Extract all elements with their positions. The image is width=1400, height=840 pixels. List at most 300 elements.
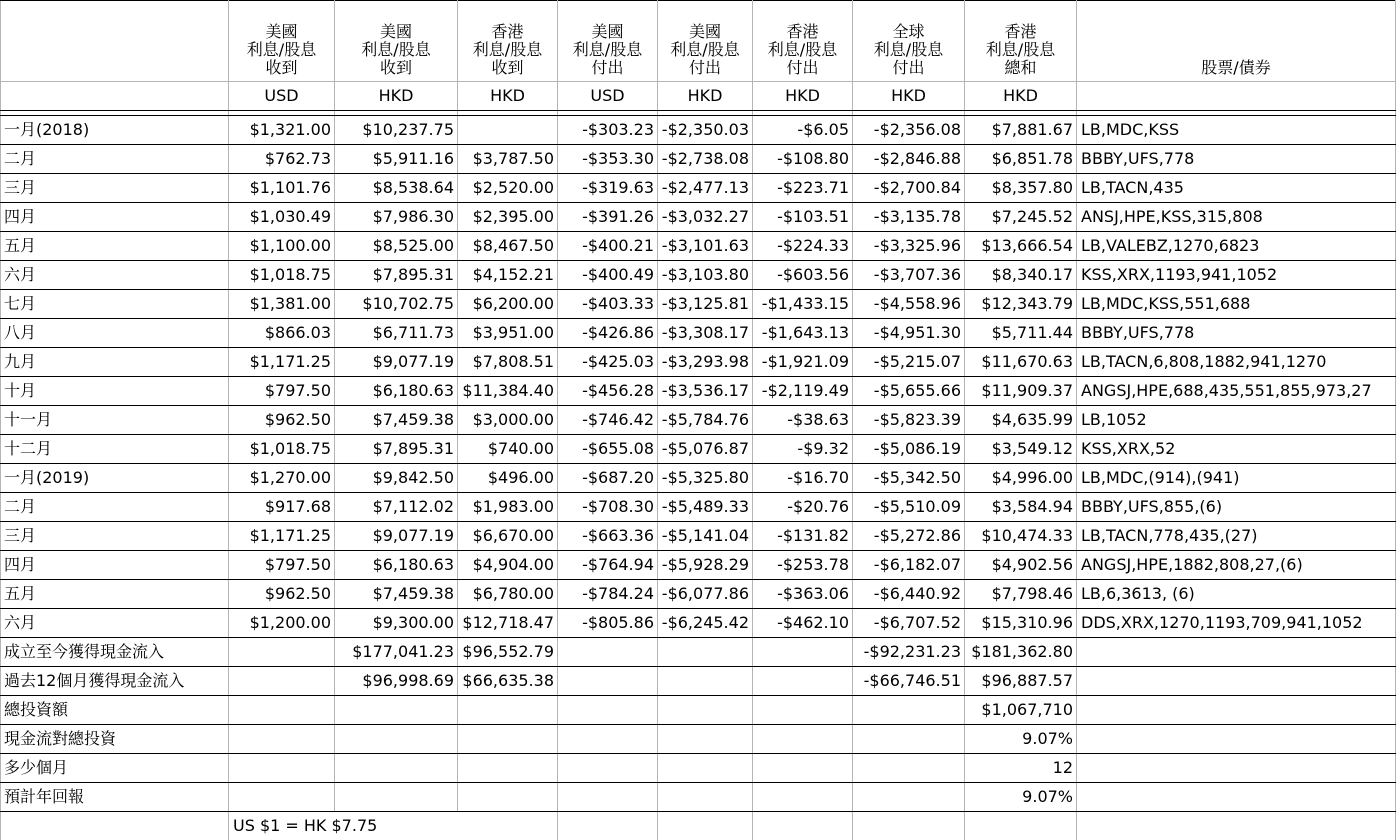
value-cell[interactable]: -$103.51 — [753, 203, 853, 232]
column-header-line: 美國 — [338, 23, 454, 41]
stocks-cell[interactable]: ANSJ,HPE,KSS,315,808 — [1077, 203, 1396, 232]
table-row — [1, 319, 1396, 348]
value-cell[interactable]: -$1,921.09 — [753, 348, 853, 377]
value-cell[interactable]: $8,357.80 — [965, 174, 1077, 203]
column-header[interactable] — [229, 1, 335, 82]
value-cell[interactable]: $5,911.16 — [335, 145, 458, 174]
summary-value[interactable] — [753, 638, 853, 667]
summary-value[interactable] — [753, 725, 853, 754]
value-cell[interactable]: $917.68 — [229, 493, 335, 522]
column-header-line: 利息/股息 — [338, 41, 454, 59]
column-header-line: 利息/股息 — [756, 41, 849, 59]
column-header-line: 利息/股息 — [561, 41, 654, 59]
currency-cell-blank[interactable] — [1, 82, 229, 111]
value-cell[interactable]: -$3,536.17 — [658, 377, 753, 406]
value-cell[interactable]: $1,171.25 — [229, 522, 335, 551]
summary-value[interactable] — [229, 667, 335, 696]
column-header[interactable] — [965, 1, 1077, 82]
value-cell[interactable]: -$4,951.30 — [853, 319, 965, 348]
value-cell[interactable]: $1,018.75 — [229, 435, 335, 464]
value-cell[interactable]: -$2,846.88 — [853, 145, 965, 174]
value-cell[interactable]: -$5,342.50 — [853, 464, 965, 493]
summary-value[interactable] — [335, 754, 458, 783]
value-cell[interactable]: -$764.94 — [558, 551, 658, 580]
value-cell[interactable]: -$663.36 — [558, 522, 658, 551]
summary-value[interactable] — [658, 638, 753, 667]
value-cell[interactable]: $8,467.50 — [458, 232, 558, 261]
value-cell[interactable]: $8,538.64 — [335, 174, 458, 203]
month-cell[interactable]: 二月 — [1, 493, 229, 522]
table-body — [1, 111, 1396, 840]
value-cell[interactable]: -$5,928.29 — [658, 551, 753, 580]
column-header-line: 美國 — [661, 23, 749, 41]
summary-value[interactable] — [558, 696, 658, 725]
stocks-cell[interactable]: KSS,XRX,1193,941,1052 — [1077, 261, 1396, 290]
column-header-line: 付出 — [561, 59, 654, 77]
value-cell[interactable]: -$6,707.52 — [853, 609, 965, 638]
summary-value[interactable] — [458, 754, 558, 783]
summary-value[interactable] — [229, 696, 335, 725]
table-row — [1, 551, 1396, 580]
summary-value[interactable] — [558, 783, 658, 812]
value-cell[interactable]: -$746.42 — [558, 406, 658, 435]
value-cell[interactable]: $10,474.33 — [965, 522, 1077, 551]
currency-label[interactable]: USD — [229, 82, 335, 111]
summary-value[interactable] — [753, 754, 853, 783]
month-cell[interactable]: 五月 — [1, 232, 229, 261]
currency-label[interactable]: HKD — [965, 82, 1077, 111]
summary-blank[interactable] — [1077, 638, 1396, 667]
value-cell[interactable]: $3,549.12 — [965, 435, 1077, 464]
value-cell[interactable]: -$3,135.78 — [853, 203, 965, 232]
value-cell[interactable]: -$5,510.09 — [853, 493, 965, 522]
value-cell[interactable]: -$400.49 — [558, 261, 658, 290]
value-cell[interactable]: $866.03 — [229, 319, 335, 348]
table-row — [1, 116, 1396, 145]
value-cell[interactable]: -$38.63 — [753, 406, 853, 435]
summary-value[interactable]: $96,552.79 — [458, 638, 558, 667]
table-row — [1, 174, 1396, 203]
value-cell[interactable]: $496.00 — [458, 464, 558, 493]
value-cell[interactable]: -$3,125.81 — [658, 290, 753, 319]
value-cell[interactable]: $762.73 — [229, 145, 335, 174]
value-cell[interactable]: $5,711.44 — [965, 319, 1077, 348]
stocks-cell[interactable]: KSS,XRX,52 — [1077, 435, 1396, 464]
summary-value[interactable] — [558, 638, 658, 667]
value-cell[interactable]: -$3,293.98 — [658, 348, 753, 377]
value-cell[interactable]: $1,381.00 — [229, 290, 335, 319]
summary-label[interactable]: 總投資額 — [1, 696, 229, 725]
month-cell[interactable]: 四月 — [1, 551, 229, 580]
month-cell[interactable]: 一月(2019) — [1, 464, 229, 493]
summary-value[interactable] — [853, 725, 965, 754]
value-cell[interactable]: $8,525.00 — [335, 232, 458, 261]
stocks-cell[interactable]: LB,MDC,KSS,551,688 — [1077, 290, 1396, 319]
currency-cell-blank[interactable] — [1077, 82, 1396, 111]
value-cell[interactable]: $11,909.37 — [965, 377, 1077, 406]
stocks-cell[interactable]: LB,MDC,(914),(941) — [1077, 464, 1396, 493]
value-cell[interactable]: $7,245.52 — [965, 203, 1077, 232]
value-cell[interactable]: -$5,489.33 — [658, 493, 753, 522]
value-cell[interactable]: $4,996.00 — [965, 464, 1077, 493]
value-cell[interactable]: -$6.05 — [753, 116, 853, 145]
stocks-cell[interactable]: LB,TACN,435 — [1077, 174, 1396, 203]
value-cell[interactable]: $962.50 — [229, 406, 335, 435]
value-cell[interactable]: -$223.71 — [753, 174, 853, 203]
summary-value[interactable]: -$66,746.51 — [853, 667, 965, 696]
value-cell[interactable]: $3,000.00 — [458, 406, 558, 435]
table-row — [1, 609, 1396, 638]
value-cell[interactable]: $1,200.00 — [229, 609, 335, 638]
value-cell[interactable]: -$363.06 — [753, 580, 853, 609]
value-cell[interactable]: $9,300.00 — [335, 609, 458, 638]
summary-value[interactable] — [753, 783, 853, 812]
month-cell[interactable]: 三月 — [1, 174, 229, 203]
value-cell[interactable]: -$655.08 — [558, 435, 658, 464]
summary-value[interactable] — [753, 667, 853, 696]
stocks-cell[interactable]: LB,1052 — [1077, 406, 1396, 435]
value-cell[interactable]: $10,702.75 — [335, 290, 458, 319]
value-cell[interactable]: $7,459.38 — [335, 406, 458, 435]
summary-value[interactable] — [335, 725, 458, 754]
value-cell[interactable]: -$303.23 — [558, 116, 658, 145]
value-cell[interactable]: -$224.33 — [753, 232, 853, 261]
value-cell[interactable]: $797.50 — [229, 551, 335, 580]
column-header-line: 全球 — [856, 23, 961, 41]
value-cell[interactable]: -$3,101.63 — [658, 232, 753, 261]
summary-value[interactable]: $66,635.38 — [458, 667, 558, 696]
value-cell[interactable]: -$456.28 — [558, 377, 658, 406]
value-cell[interactable]: $7,808.51 — [458, 348, 558, 377]
value-cell[interactable]: -$687.20 — [558, 464, 658, 493]
value-cell[interactable]: $6,180.63 — [335, 551, 458, 580]
value-cell[interactable]: -$5,655.66 — [853, 377, 965, 406]
summary-value[interactable]: 9.07% — [965, 725, 1077, 754]
summary-value[interactable] — [229, 754, 335, 783]
summary-row — [1, 667, 1396, 696]
table-row — [1, 493, 1396, 522]
summary-value[interactable] — [658, 783, 753, 812]
summary-value[interactable]: 12 — [965, 754, 1077, 783]
stocks-cell[interactable]: BBBY,UFS,855,(6) — [1077, 493, 1396, 522]
stocks-cell[interactable]: DDS,XRX,1270,1193,709,941,1052 — [1077, 609, 1396, 638]
value-cell[interactable]: $8,340.17 — [965, 261, 1077, 290]
value-cell[interactable]: -$400.21 — [558, 232, 658, 261]
value-cell[interactable]: -$6,182.07 — [853, 551, 965, 580]
summary-value[interactable] — [458, 725, 558, 754]
summary-label[interactable]: 成立至今獲得現金流入 — [1, 638, 229, 667]
value-cell[interactable]: $1,030.49 — [229, 203, 335, 232]
value-cell[interactable]: -$5,141.04 — [658, 522, 753, 551]
month-cell[interactable]: 十月 — [1, 377, 229, 406]
value-cell[interactable]: -$403.33 — [558, 290, 658, 319]
summary-label[interactable]: 現金流對總投資 — [1, 725, 229, 754]
summary-value[interactable]: -$92,231.23 — [853, 638, 965, 667]
value-cell[interactable]: -$16.70 — [753, 464, 853, 493]
column-header-line: 收到 — [338, 59, 454, 77]
month-cell[interactable]: 五月 — [1, 580, 229, 609]
value-cell[interactable] — [458, 116, 558, 145]
value-cell[interactable]: $6,851.78 — [965, 145, 1077, 174]
value-cell[interactable]: -$6,245.42 — [658, 609, 753, 638]
currency-label[interactable]: HKD — [335, 82, 458, 111]
value-cell[interactable]: $4,902.56 — [965, 551, 1077, 580]
value-cell[interactable]: -$20.76 — [753, 493, 853, 522]
value-cell[interactable]: $740.00 — [458, 435, 558, 464]
summary-value[interactable]: $96,887.57 — [965, 667, 1077, 696]
table-row — [1, 464, 1396, 493]
value-cell[interactable]: $4,635.99 — [965, 406, 1077, 435]
summary-blank[interactable] — [1077, 754, 1396, 783]
value-cell[interactable]: -$391.26 — [558, 203, 658, 232]
value-cell[interactable]: $9,842.50 — [335, 464, 458, 493]
summary-blank[interactable] — [1077, 783, 1396, 812]
value-cell[interactable]: $1,101.76 — [229, 174, 335, 203]
summary-value[interactable] — [229, 783, 335, 812]
value-cell[interactable]: $1,270.00 — [229, 464, 335, 493]
value-cell[interactable]: $4,152.21 — [458, 261, 558, 290]
column-header[interactable] — [753, 1, 853, 82]
summary-value[interactable] — [558, 667, 658, 696]
summary-value[interactable]: $177,041.23 — [335, 638, 458, 667]
column-header-line: 利息/股息 — [661, 41, 749, 59]
summary-row — [1, 638, 1396, 667]
value-cell[interactable]: $9,077.19 — [335, 522, 458, 551]
value-cell[interactable]: $6,200.00 — [458, 290, 558, 319]
month-cell[interactable]: 七月 — [1, 290, 229, 319]
summary-value[interactable] — [458, 696, 558, 725]
value-cell[interactable]: -$5,086.19 — [853, 435, 965, 464]
column-header[interactable] — [853, 1, 965, 82]
value-cell[interactable]: -$131.82 — [753, 522, 853, 551]
table-row — [1, 232, 1396, 261]
month-cell[interactable]: 一月(2018) — [1, 116, 229, 145]
table-row — [1, 406, 1396, 435]
stocks-cell[interactable]: BBBY,UFS,778 — [1077, 319, 1396, 348]
value-cell[interactable]: -$3,325.96 — [853, 232, 965, 261]
value-cell[interactable]: -$5,272.86 — [853, 522, 965, 551]
month-cell[interactable]: 二月 — [1, 145, 229, 174]
exchange-rate-note[interactable]: US $1 = HK $7.75 — [229, 812, 558, 840]
summary-value[interactable] — [229, 638, 335, 667]
value-cell[interactable]: -$425.03 — [558, 348, 658, 377]
stocks-cell[interactable]: LB,6,3613, (6) — [1077, 580, 1396, 609]
column-header-line: 利息/股息 — [461, 41, 554, 59]
table-row — [1, 435, 1396, 464]
month-cell[interactable]: 十一月 — [1, 406, 229, 435]
value-cell[interactable]: -$784.24 — [558, 580, 658, 609]
summary-value[interactable]: 9.07% — [965, 783, 1077, 812]
column-header[interactable] — [335, 1, 458, 82]
summary-value[interactable] — [658, 754, 753, 783]
table-row — [1, 145, 1396, 174]
summary-row — [1, 783, 1396, 812]
summary-value[interactable] — [335, 696, 458, 725]
value-cell[interactable]: -$3,308.17 — [658, 319, 753, 348]
summary-label[interactable]: 多少個月 — [1, 754, 229, 783]
column-header[interactable] — [458, 1, 558, 82]
summary-value[interactable]: $96,998.69 — [335, 667, 458, 696]
value-cell[interactable]: $6,180.63 — [335, 377, 458, 406]
value-cell[interactable]: -$1,433.15 — [753, 290, 853, 319]
value-cell[interactable]: -$3,032.27 — [658, 203, 753, 232]
summary-blank[interactable] — [1077, 667, 1396, 696]
table-row — [1, 348, 1396, 377]
summary-value[interactable] — [229, 725, 335, 754]
value-cell[interactable]: $1,100.00 — [229, 232, 335, 261]
summary-label[interactable]: 預計年回報 — [1, 783, 229, 812]
value-cell[interactable]: -$4,558.96 — [853, 290, 965, 319]
value-cell[interactable]: $9,077.19 — [335, 348, 458, 377]
table-row — [1, 203, 1396, 232]
value-cell[interactable]: -$5,215.07 — [853, 348, 965, 377]
value-cell[interactable]: -$5,784.76 — [658, 406, 753, 435]
value-cell[interactable]: $7,459.38 — [335, 580, 458, 609]
stocks-cell[interactable]: LB,VALEBZ,1270,6823 — [1077, 232, 1396, 261]
value-cell[interactable]: $7,881.67 — [965, 116, 1077, 145]
value-cell[interactable]: -$319.63 — [558, 174, 658, 203]
summary-value[interactable] — [853, 754, 965, 783]
column-header-line: 美國 — [232, 23, 331, 41]
summary-value[interactable] — [753, 696, 853, 725]
value-cell[interactable]: $7,986.30 — [335, 203, 458, 232]
value-cell[interactable]: -$3,707.36 — [853, 261, 965, 290]
month-cell[interactable]: 三月 — [1, 522, 229, 551]
table-row — [1, 290, 1396, 319]
stocks-cell[interactable]: BBBY,UFS,778 — [1077, 145, 1396, 174]
value-cell[interactable]: $3,787.50 — [458, 145, 558, 174]
column-header-line: 利息/股息 — [232, 41, 331, 59]
header-cell-blank[interactable] — [1, 1, 229, 82]
value-cell[interactable]: -$2,119.49 — [753, 377, 853, 406]
month-cell[interactable]: 六月 — [1, 609, 229, 638]
value-cell[interactable]: $7,895.31 — [335, 261, 458, 290]
stocks-cell[interactable]: LB,TACN,6,808,1882,941,1270 — [1077, 348, 1396, 377]
value-cell[interactable]: $1,983.00 — [458, 493, 558, 522]
value-cell[interactable]: $10,237.75 — [335, 116, 458, 145]
value-cell[interactable]: -$708.30 — [558, 493, 658, 522]
value-cell[interactable]: -$6,077.86 — [658, 580, 753, 609]
value-cell[interactable]: -$5,325.80 — [658, 464, 753, 493]
column-header-line: 香港 — [756, 23, 849, 41]
value-cell[interactable]: $4,904.00 — [458, 551, 558, 580]
summary-value[interactable] — [658, 696, 753, 725]
column-header[interactable] — [658, 1, 753, 82]
value-cell[interactable]: -$1,643.13 — [753, 319, 853, 348]
value-cell[interactable]: -$2,700.84 — [853, 174, 965, 203]
value-cell[interactable]: $12,718.47 — [458, 609, 558, 638]
month-cell[interactable]: 九月 — [1, 348, 229, 377]
column-header-line: 香港 — [968, 23, 1073, 41]
value-cell[interactable]: -$462.10 — [753, 609, 853, 638]
column-header-line: 收到 — [232, 59, 331, 77]
value-cell[interactable]: -$353.30 — [558, 145, 658, 174]
value-cell[interactable]: $2,520.00 — [458, 174, 558, 203]
summary-value[interactable] — [558, 725, 658, 754]
value-cell[interactable]: $3,951.00 — [458, 319, 558, 348]
value-cell[interactable]: -$6,440.92 — [853, 580, 965, 609]
column-header[interactable] — [558, 1, 658, 82]
value-cell[interactable]: $2,395.00 — [458, 203, 558, 232]
value-cell[interactable]: $6,711.73 — [335, 319, 458, 348]
column-header-line: 付出 — [756, 59, 849, 77]
value-cell[interactable]: $1,018.75 — [229, 261, 335, 290]
column-header-line: 利息/股息 — [856, 41, 961, 59]
summary-value[interactable] — [658, 667, 753, 696]
value-cell[interactable]: $6,780.00 — [458, 580, 558, 609]
value-cell[interactable]: $11,384.40 — [458, 377, 558, 406]
summary-value[interactable]: $1,067,710 — [965, 696, 1077, 725]
value-cell[interactable]: $11,670.63 — [965, 348, 1077, 377]
value-cell[interactable]: -$9.32 — [753, 435, 853, 464]
summary-value[interactable] — [853, 783, 965, 812]
summary-value[interactable] — [458, 783, 558, 812]
column-header-line: 收到 — [461, 59, 554, 77]
month-cell[interactable]: 六月 — [1, 261, 229, 290]
value-cell[interactable]: $962.50 — [229, 580, 335, 609]
value-cell[interactable]: -$426.86 — [558, 319, 658, 348]
value-cell[interactable]: -$5,823.39 — [853, 406, 965, 435]
stock-column-header[interactable]: 股票/債券 — [1077, 1, 1396, 82]
currency-row — [1, 82, 1396, 111]
table-row — [1, 522, 1396, 551]
value-cell[interactable]: $7,798.46 — [965, 580, 1077, 609]
value-cell[interactable]: -$5,076.87 — [658, 435, 753, 464]
value-cell[interactable]: -$2,477.13 — [658, 174, 753, 203]
value-cell[interactable]: $3,584.94 — [965, 493, 1077, 522]
currency-label[interactable]: USD — [558, 82, 658, 111]
currency-label[interactable]: HKD — [658, 82, 753, 111]
summary-value[interactable] — [335, 783, 458, 812]
value-cell[interactable]: $13,666.54 — [965, 232, 1077, 261]
month-cell[interactable]: 十二月 — [1, 435, 229, 464]
value-cell[interactable]: -$3,103.80 — [658, 261, 753, 290]
summary-value[interactable] — [558, 754, 658, 783]
value-cell[interactable]: $7,895.31 — [335, 435, 458, 464]
value-cell[interactable]: $6,670.00 — [458, 522, 558, 551]
stocks-cell[interactable]: ANGSJ,HPE,688,435,551,855,973,27 — [1077, 377, 1396, 406]
month-cell[interactable]: 八月 — [1, 319, 229, 348]
value-cell[interactable]: $797.50 — [229, 377, 335, 406]
summary-row — [1, 725, 1396, 754]
currency-label[interactable]: HKD — [753, 82, 853, 111]
month-cell[interactable]: 四月 — [1, 203, 229, 232]
summary-value[interactable] — [853, 696, 965, 725]
value-cell[interactable]: -$108.80 — [753, 145, 853, 174]
summary-label[interactable]: 過去12個月獲得現金流入 — [1, 667, 229, 696]
value-cell[interactable]: -$253.78 — [753, 551, 853, 580]
value-cell[interactable]: $12,343.79 — [965, 290, 1077, 319]
value-cell[interactable]: -$2,350.03 — [658, 116, 753, 145]
currency-label[interactable]: HKD — [458, 82, 558, 111]
value-cell[interactable]: -$2,356.08 — [853, 116, 965, 145]
value-cell[interactable]: -$2,738.08 — [658, 145, 753, 174]
summary-value[interactable] — [658, 725, 753, 754]
summary-value[interactable]: $181,362.80 — [965, 638, 1077, 667]
value-cell[interactable]: $1,321.00 — [229, 116, 335, 145]
stocks-cell[interactable]: LB,TACN,778,435,(27) — [1077, 522, 1396, 551]
value-cell[interactable]: $7,112.02 — [335, 493, 458, 522]
currency-label[interactable]: HKD — [853, 82, 965, 111]
summary-blank[interactable] — [1077, 725, 1396, 754]
value-cell[interactable]: $15,310.96 — [965, 609, 1077, 638]
summary-blank[interactable] — [1077, 696, 1396, 725]
value-cell[interactable]: $1,171.25 — [229, 348, 335, 377]
value-cell[interactable]: -$805.86 — [558, 609, 658, 638]
value-cell[interactable]: -$603.56 — [753, 261, 853, 290]
stocks-cell[interactable]: ANGSJ,HPE,1882,808,27,(6) — [1077, 551, 1396, 580]
stocks-cell[interactable]: LB,MDC,KSS — [1077, 116, 1396, 145]
